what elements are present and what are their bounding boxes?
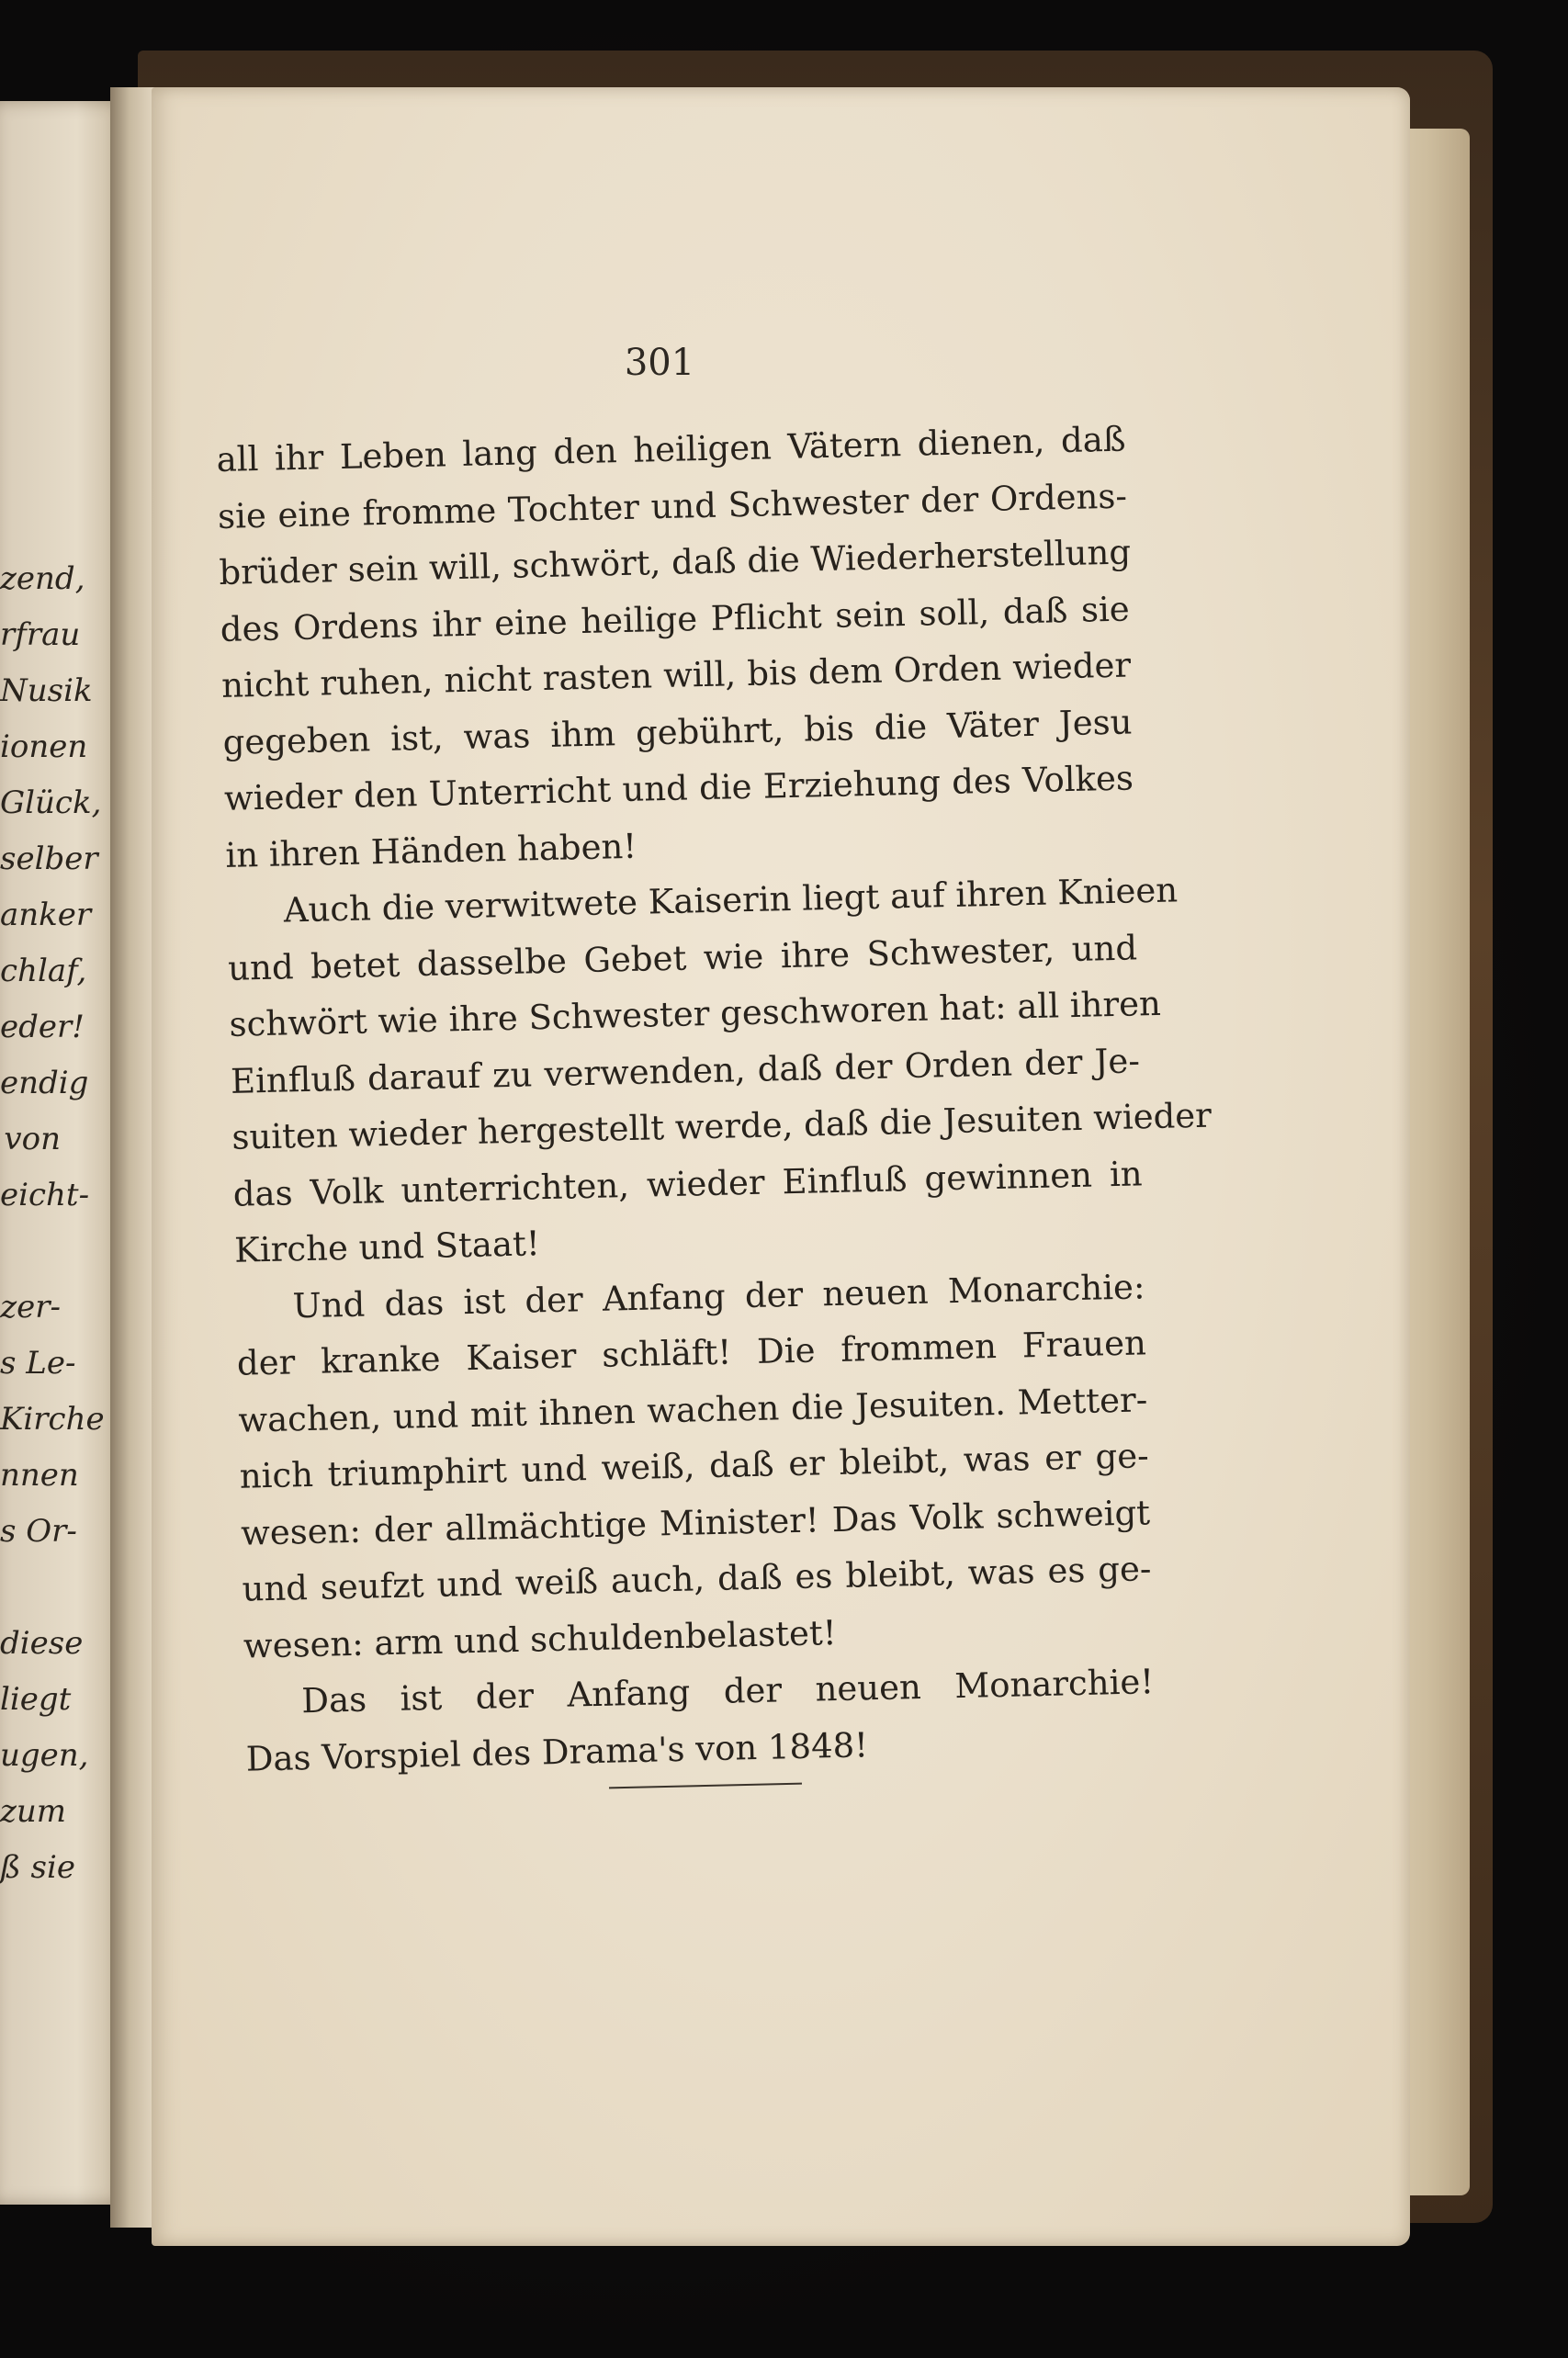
left-page-fragment [0, 1560, 61, 1616]
left-page-fragment: Glück, [0, 784, 102, 821]
left-page-fragment [0, 1224, 61, 1280]
left-page [0, 101, 129, 2205]
left-page-fragment: ugen, [0, 1737, 89, 1774]
paragraph [235, 1258, 1154, 1675]
left-page-fragment: s Or- [0, 1513, 77, 1550]
text-line: Kirche und Staat! [233, 1224, 541, 1270]
text-line: Das ist der Anfang der neuen Monarchie! [300, 1662, 1155, 1721]
text-line: wachen, und mit ihnen wachen die Jesuiten. Metter- [237, 1379, 1148, 1440]
left-page-fragment: ß sie [0, 1849, 75, 1886]
left-page-fragment: diese [0, 1625, 84, 1662]
text-line: wesen: der allmächtige Minister! Das Volk schweigt [240, 1492, 1151, 1553]
paragraph [244, 1653, 1156, 1787]
left-page-fragment: liegt [0, 1681, 72, 1718]
text-line: und betet dasselbe Gebet wie ihre Schwester, und [227, 927, 1138, 988]
left-page-fragment: chlaf, [0, 953, 87, 989]
left-page-fragment: s Le- [0, 1345, 76, 1382]
left-page-text-fragments [0, 551, 105, 1896]
left-page-fragment: eder! [0, 1009, 85, 1045]
text-line: Einfluß darauf zu verwenden, daß der Orden der Je- [230, 1040, 1141, 1101]
left-page-fragment: rfrau [0, 616, 81, 653]
text-line: der kranke Kaiser schläft! Die frommen Frauen [236, 1323, 1147, 1383]
text-line: und seufzt und weiß auch, daß es bleibt, was es ge- [242, 1549, 1152, 1609]
text-line: schwört wie ihre Schwester geschworen hat: all ihren [229, 983, 1162, 1044]
left-page-fragment: zum [0, 1793, 67, 1830]
left-page-fragment: Nusik [0, 672, 93, 709]
text-line: nicht ruhen, nicht rasten will, bis dem Orden wieder [220, 645, 1132, 705]
left-page-fragment: endig [0, 1065, 89, 1101]
page-body-text [216, 412, 1213, 1788]
text-line: Das Vorspiel des Drama's von 1848! [245, 1724, 869, 1779]
paragraph [216, 412, 1135, 884]
text-line: all ihr Leben lang den heiligen Vätern dienen, daß [216, 419, 1126, 479]
text-line: gegeben ist, was ihm gebührt, bis die Väter Jesu [222, 701, 1133, 762]
paragraph [226, 863, 1213, 1279]
text-line: Und das ist der Anfang der neuen Monarchie: [292, 1266, 1145, 1326]
text-line: brüder sein will, schwört, daß die Wiederherstellung [218, 532, 1132, 592]
text-line: suiten wieder hergestellt werde, daß die Jesuiten wieder [231, 1095, 1213, 1157]
left-page-fragment: ionen [0, 728, 88, 765]
text-line: des Ordens ihr eine heilige Pflicht sein soll, daß sie [220, 588, 1131, 649]
left-page-fragment: nnen [0, 1457, 79, 1494]
text-line: das Volk unterrichten, wieder Einfluß gewinnen in [232, 1153, 1144, 1214]
text-line: wieder den Unterricht und die Erziehung des Volkes [223, 758, 1134, 818]
left-page-fragment: eicht- [0, 1177, 90, 1213]
text-line: in ihren Händen haben! [224, 826, 637, 875]
left-page-fragment: Kirche [0, 1401, 105, 1438]
text-line: sie eine fromme Tochter und Schwester der Ordens- [217, 476, 1128, 536]
left-page-fragment: zend, [0, 560, 85, 597]
left-page-fragment: anker [0, 897, 92, 933]
text-line: wesen: arm und schuldenbelastet! [243, 1612, 838, 1666]
page-number: 301 [624, 342, 695, 384]
text-line: Auch die verwitwete Kaiserin liegt auf ihren Knieen [283, 870, 1179, 931]
left-page-fragment: zer- [0, 1289, 61, 1326]
text-line: nich triumphirt und weiß, daß er bleibt, was er ge- [239, 1436, 1150, 1496]
left-page-fragment: selber [0, 841, 98, 877]
left-page-fragment: von [4, 1121, 61, 1157]
